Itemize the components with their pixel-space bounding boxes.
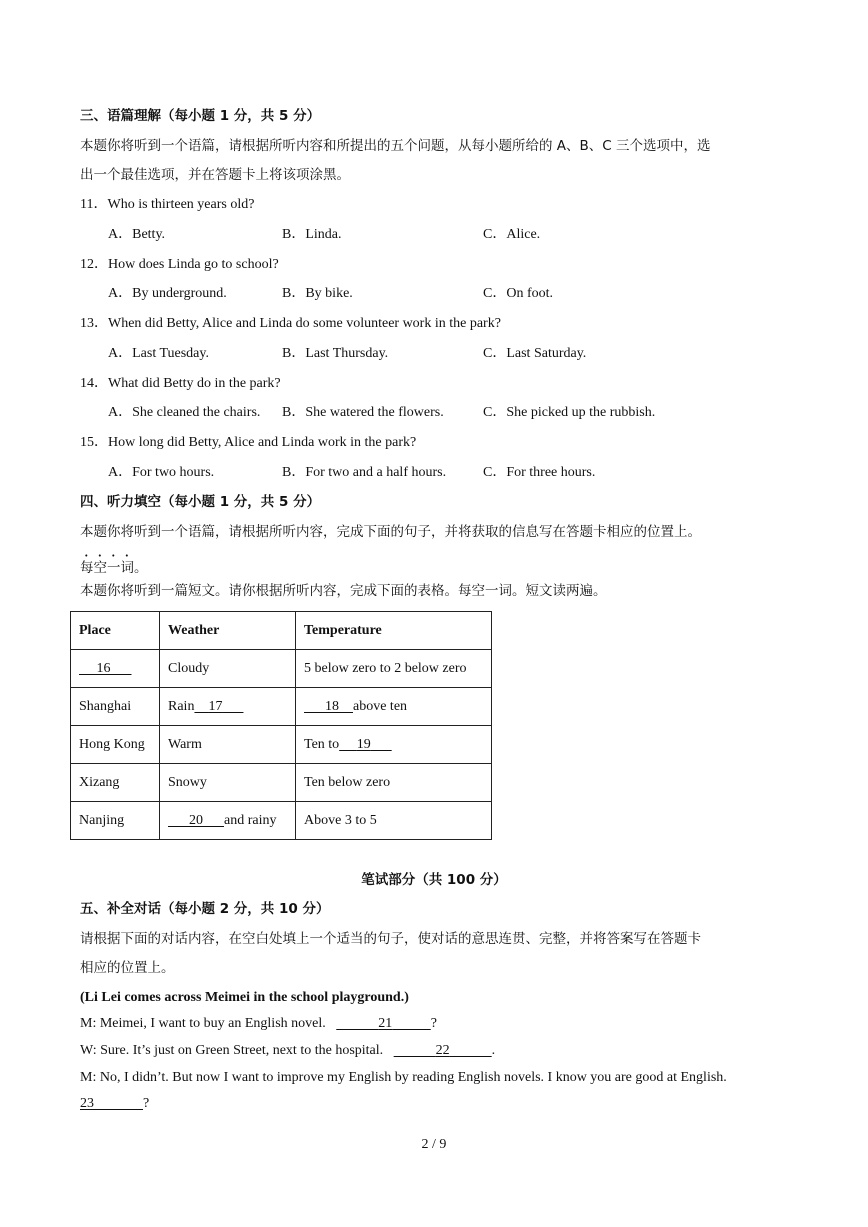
option-13-a: A．Last Tuesday. — [108, 346, 209, 361]
blank-23: 23 — [80, 1096, 94, 1111]
dialogue-end: ? — [430, 1016, 437, 1031]
dialogue-line — [80, 1015, 437, 1033]
temp-suffix: above ten — [353, 698, 408, 714]
section3-instruction-cont: 出一个最佳选项，并在答题卡上将该项涂黑。 — [80, 167, 350, 183]
option-11-c: C．Alice. — [483, 227, 541, 242]
question-13: 13．When did Betty, Alice and Linda do some volunteer work in the park? — [80, 316, 501, 331]
cell-weather: Cloudy — [160, 650, 296, 688]
cell-temperature: Ten below zero — [296, 764, 492, 802]
option-15-a: A．For two hours. — [108, 465, 215, 480]
blank-21: 21 — [378, 1016, 393, 1031]
option-13-b: B．Last Thursday. — [282, 346, 389, 361]
header-place: Place — [71, 612, 160, 650]
dialogue-text: M: No, I didn’t. But now I want to improve my English by reading English novels. I know you are good at English. — [80, 1070, 727, 1085]
blank-16: 16 — [96, 660, 111, 676]
weather-table — [70, 611, 492, 840]
dialogue-line — [80, 1069, 727, 1087]
question-14: 14．What did Betty do in the park? — [80, 376, 281, 391]
cell-place: Nanjing — [71, 802, 160, 840]
option-15-b: B．For two and a half hours. — [282, 465, 447, 480]
option-14-a: A．She cleaned the chairs. — [108, 405, 261, 420]
blank-17: 17 — [208, 698, 223, 714]
option-14-b: B．She watered the flowers. — [282, 405, 444, 420]
header-temperature: Temperature — [296, 612, 492, 650]
section5-instruction: 请根据下面的对话内容，在空白处填上一个适当的句子，使对话的意思连贯、完整，并将答案写在答题卡 — [80, 931, 701, 947]
cell-place — [71, 650, 160, 688]
blank-19: 19 — [356, 736, 371, 752]
dialogue-text: M: Meimei, I want to buy an English novel. — [80, 1016, 326, 1031]
table-row — [71, 764, 492, 802]
weather-prefix: Rain — [168, 698, 195, 714]
cell-place: Xizang — [71, 764, 160, 802]
dialogue-scene: (Li Lei comes across Meimei in the school playground.) — [80, 990, 409, 1005]
section5-instruction-cont: 相应的位置上。 — [80, 960, 175, 976]
written-part-title: 笔试部分（共 100 分） — [361, 872, 507, 888]
dialogue-end: . — [491, 1043, 496, 1058]
dialogue-text: W: Sure. It’s just on Green Street, next to the hospital. — [80, 1043, 384, 1058]
blank-20: 20 — [189, 812, 203, 828]
weather-suffix: and rainy — [224, 812, 277, 828]
option-11-b: B．Linda. — [282, 227, 342, 242]
cell-weather: Warm — [160, 726, 296, 764]
option-14-c: C．She picked up the rubbish. — [483, 405, 656, 420]
section4-instruction-table: 本题你将听到一篇短文。请你根据所听内容，完成下面的表格。每空一词。短文读两遍。 — [80, 583, 607, 599]
dialogue-line — [80, 1042, 495, 1060]
temp-prefix: Ten to — [304, 736, 340, 752]
option-12-c: C．On foot. — [483, 286, 553, 301]
question-11: 11．Who is thirteen years old? — [80, 197, 255, 212]
blank-18: 18 — [325, 698, 339, 714]
cell-weather — [160, 688, 296, 726]
table-row — [71, 650, 492, 688]
section4-instruction-cont: 每空一词。 — [80, 560, 148, 576]
blank-22: 22 — [435, 1043, 450, 1058]
table-row — [71, 688, 492, 726]
option-12-a: A．By underground. — [108, 286, 227, 301]
section4-instruction: 本题你将听到一个语篇，请根据所听内容，完成下面的句子，并将获取的信息写在答题卡相应的位置上。 — [80, 524, 701, 540]
option-12-b: B．By bike. — [282, 286, 353, 301]
cell-weather: Snowy — [160, 764, 296, 802]
table-row — [71, 726, 492, 764]
section4-title: 四、听力填空（每小题 1 分，共 5 分） — [80, 494, 321, 510]
option-13-c: C．Last Saturday. — [483, 346, 587, 361]
cell-temperature: Above 3 to 5 — [296, 802, 492, 840]
header-weather: Weather — [160, 612, 296, 650]
cell-place: Hong Kong — [71, 726, 160, 764]
option-15-c: C．For three hours. — [483, 465, 596, 480]
table-header-row — [71, 612, 492, 650]
dialogue-line-cont — [80, 1095, 149, 1113]
cell-place: Shanghai — [71, 688, 160, 726]
question-12: 12．How does Linda go to school? — [80, 257, 279, 272]
cell-temperature: 5 below zero to 2 below zero — [296, 650, 492, 688]
section3-title: 三、语篇理解（每小题 1 分，共 5 分） — [80, 108, 321, 124]
page-number: 2 / 9 — [421, 1137, 447, 1152]
section5-title: 五、补全对话（每小题 2 分，共 10 分） — [80, 901, 330, 917]
option-11-a: A．Betty. — [108, 227, 166, 242]
section3-instruction: 本题你将听到一个语篇，请根据所听内容和所提出的五个问题，从每小题所给的 A、B、C 三个选项中，选 — [80, 138, 711, 154]
question-15: 15．How long did Betty, Alice and Linda work in the park? — [80, 435, 417, 450]
cell-temperature — [296, 726, 492, 764]
cell-temperature — [296, 688, 492, 726]
dialogue-end: ? — [143, 1096, 150, 1111]
cell-weather — [160, 802, 296, 840]
table-row — [71, 802, 492, 840]
